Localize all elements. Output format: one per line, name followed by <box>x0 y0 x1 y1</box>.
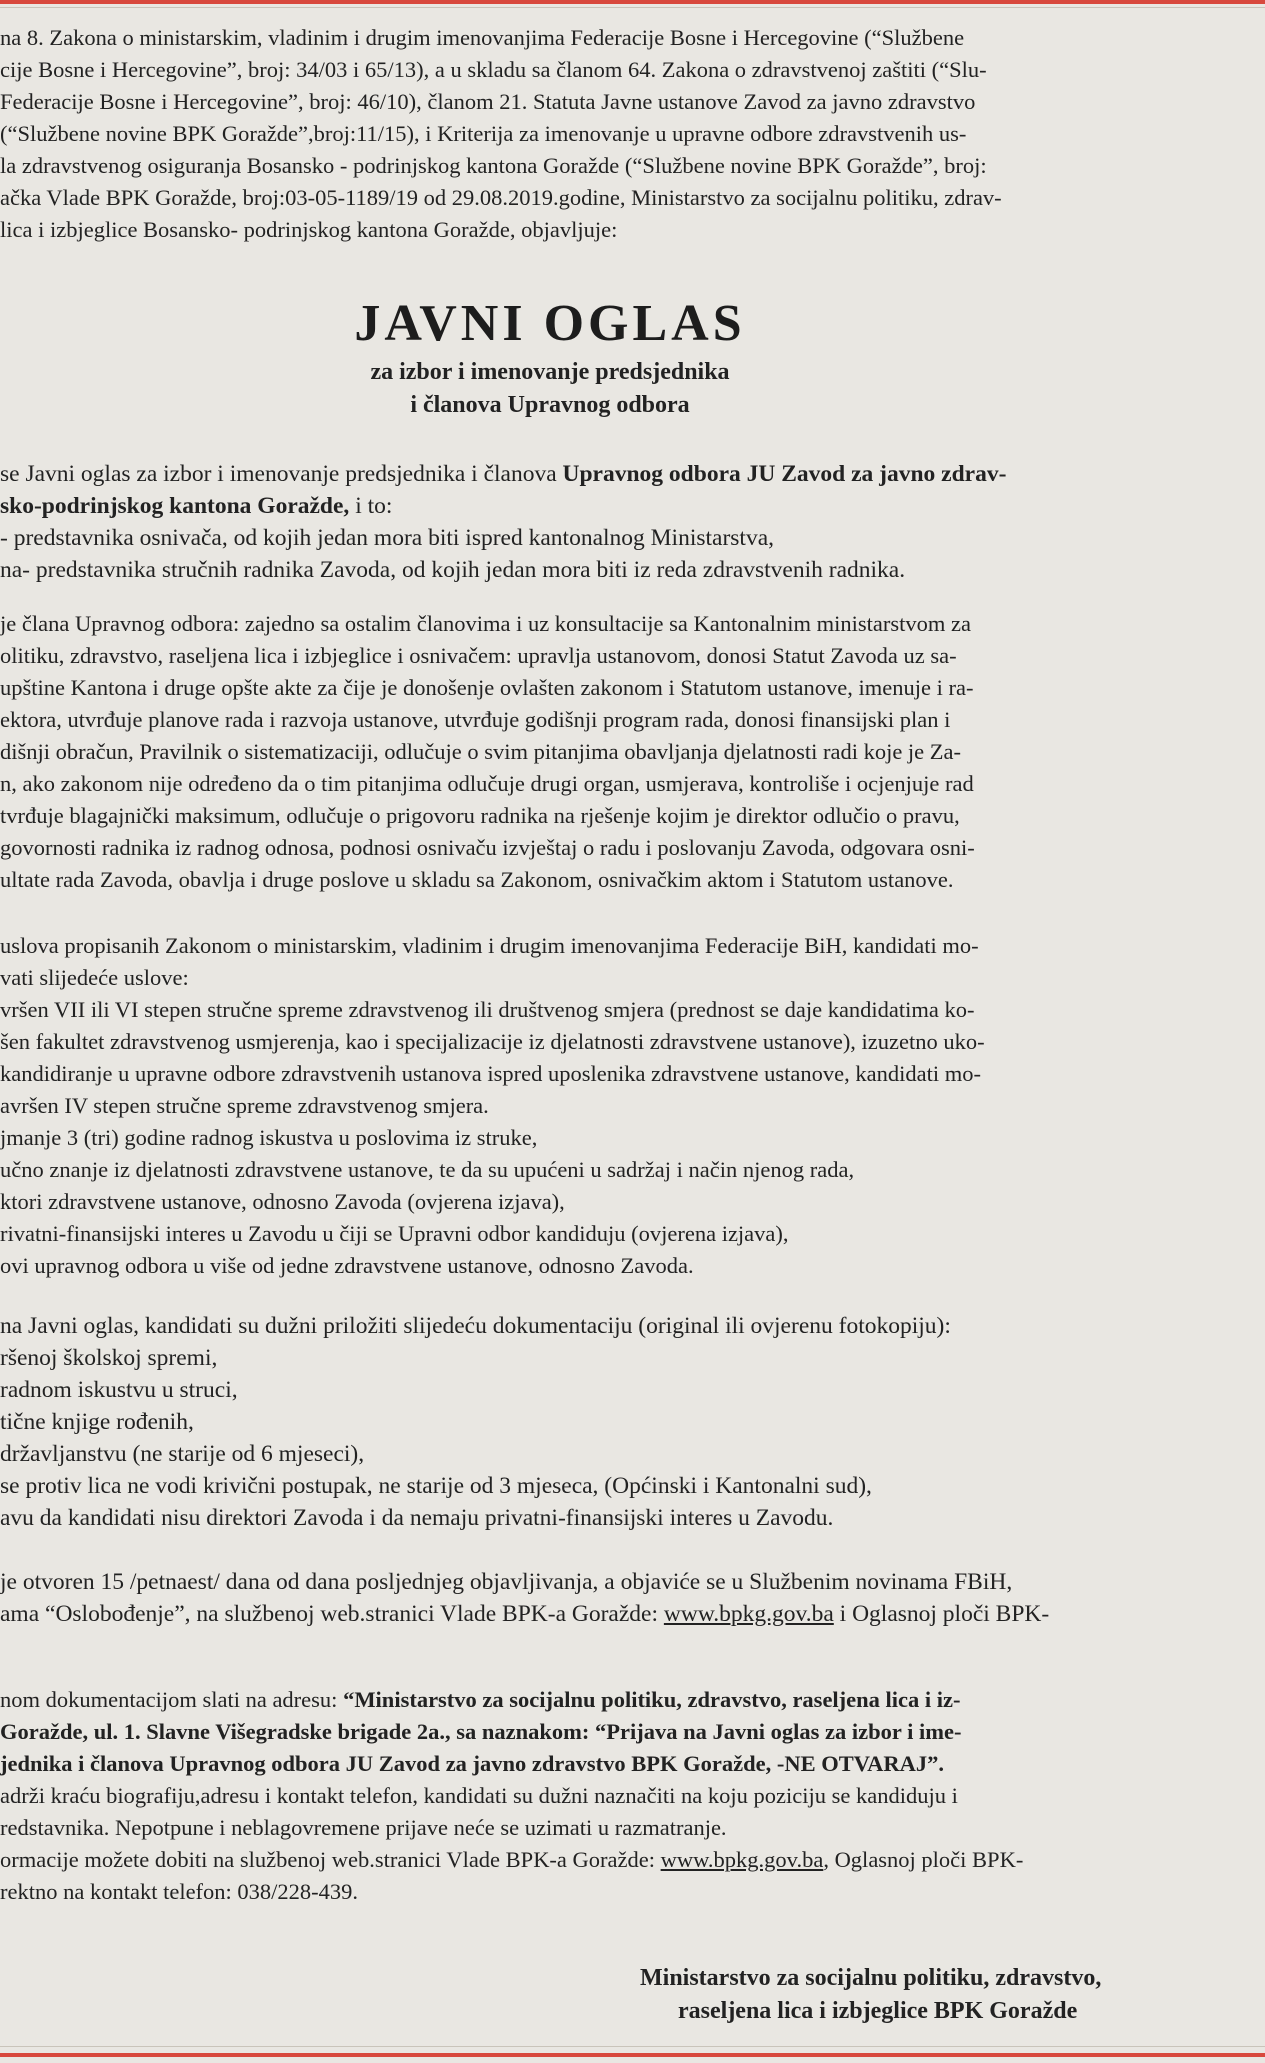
conditions-line: vršen VII ili VI stepen stručne spreme zdravstvenog ili društvenog smjera (prednost se daje kandidatima ko- <box>0 997 975 1022</box>
submission-line: adrži kraću biografiju,adresu i kontakt telefon, kandidati su dužni naznačiti na koju poziciju se kandiduju i <box>0 1783 958 1808</box>
top-red-rule <box>0 0 1265 4</box>
conditions-line: učno znanje iz djelatnosti zdravstvene ustanove, te da su upućeni u sadržaj i način njenog rada, <box>0 1157 855 1182</box>
conditions-line: ktori zdravstvene ustanove, odnosno Zavoda (ovjerena izjava), <box>0 1189 565 1214</box>
duties-line: ektora, utvrđuje planove rada i razvoja ustanove, utvrđuje godišnji program rada, donosi finansijski plan i <box>0 707 951 732</box>
conditions-line: jmanje 3 (tri) godine radnog iskustva u poslovima iz struke, <box>0 1125 538 1150</box>
conditions-line: uslova propisanih Zakonom o ministarskim, vladinim i drugim imenovanjima Federacije BiH, kandidati mo- <box>0 933 979 958</box>
section-line <box>0 458 1265 490</box>
duties-line: je člana Upravnog odbora: zajedno sa ostalim članovima i uz konsultacije sa Kantonalnim ministarstvom za <box>0 611 971 636</box>
signature-line: raseljena lica i izbjeglice BPK Goražde <box>678 1998 1078 2024</box>
conditions-line: kandidiranje u upravne odbore zdravstvenih ustanova ispred uposlenika zdravstvene ustanove, kandidati mo- <box>0 1061 981 1086</box>
conditions-line: ovi upravnog odbora u više od jedne zdravstvene ustanove, odnosno Zavoda. <box>0 1253 694 1278</box>
section-line: - predstavnika osnivača, od kojih jedan mora biti ispred kantonalnog Ministarstva, <box>0 525 775 551</box>
document-subtitle-line: za izbor i imenovanje predsjednika <box>370 359 730 385</box>
document-title: JAVNI OGLAS <box>354 295 746 352</box>
website-link[interactable]: www.bpkg.gov.ba <box>663 1601 834 1627</box>
submission-line <box>0 1844 1265 1876</box>
duties-line: govornosti radnika iz radnog odnosa, podnosi osnivaču izvještaj o radu i poslovanju Zavoda, odgovara osni- <box>0 835 975 860</box>
duties-line: olitiku, zdravstvo, raseljena lica i izbjeglice i osnivačem: upravlja ustanovom, donosi Statut Zavoda uz sa- <box>0 643 957 668</box>
top-divider <box>0 7 1265 8</box>
documents-line: na Javni oglas, kandidati su dužni priložiti slijedeću dokumentaciju (original ili ovjerenu fotokopiju): <box>0 1313 951 1339</box>
documents-line: avu da kandidati nisu direktori Zavoda i da nemaju privatni-finansijski interes u Zavodu. <box>0 1505 834 1531</box>
submission-line: jednika i članova Upravnog odbora JU Zavod za javno zdravstvo BPK Goražde, -NE OTVARAJ”. <box>0 1751 945 1776</box>
documents-line: radnom iskustvu u struci, <box>0 1377 238 1403</box>
submission-line <box>0 1684 1265 1716</box>
documents-line: ršenoj školskoj spremi, <box>0 1345 218 1371</box>
deadline-line <box>0 1598 1265 1630</box>
bottom-divider <box>0 2046 1265 2047</box>
section-text: se Javni oglas za izbor i imenovanje predsjednika i članova <box>0 461 563 487</box>
submission-text: nom dokumentacijom slati na adresu: <box>0 1687 344 1712</box>
section-bold-text: sko-podrinjskog kantona Goražde, <box>0 493 350 519</box>
bottom-red-rule <box>0 2053 1265 2057</box>
duties-line: n, ako zakonom nije određeno da o tim pitanjima odlučuje drugi organ, usmjerava, kontroliše i ocjenjuje rad <box>0 771 974 796</box>
intro-line: na 8. Zakona o ministarskim, vladinim i drugim imenovanjima Federacije Bosne i Hercegovine (“Službene <box>0 25 965 50</box>
section-line <box>0 490 1265 522</box>
deadline-line: je otvoren 15 /petnaest/ dana od dana posljednjeg objavljivanja, a objaviće se u Službenim novinama FBiH, <box>0 1569 1013 1595</box>
intro-line: ačka Vlade BPK Goražde, broj:03-05-1189/19 od 29.08.2019.godine, Ministarstvo za socijalnu politiku, zdrav- <box>0 185 1002 210</box>
website-link[interactable]: www.bpkg.gov.ba <box>660 1847 824 1872</box>
deadline-text: i Oglasnoj ploči BPK- <box>833 1601 1050 1627</box>
intro-line: lica i izbjeglice Bosansko- podrinjskog kantona Goražde, objavljuje: <box>0 217 618 242</box>
conditions-line: šen fakultet zdravstvenog usmjerenja, kao i specijalizacije iz djelatnosti zdravstvene ustanove), izuzetno uko- <box>0 1029 985 1054</box>
submission-bold-text: “Ministarstvo za socijalnu politiku, zdravstvo, raseljena lica i iz- <box>343 1687 961 1712</box>
intro-line: cije Bosne i Hercegovine”, broj: 34/03 i 65/13), a u skladu sa članom 64. Zakona o zdravstvenoj zaštiti (“Slu- <box>0 57 987 82</box>
deadline-text: ama “Oslobođenje”, na službenoj web.stranici Vlade BPK-a Goražde: <box>0 1601 664 1627</box>
conditions-line: avršen IV stepen stručne spreme zdravstvenog smjera. <box>0 1093 489 1118</box>
documents-line: tične knjige rođenih, <box>0 1409 194 1435</box>
documents-line: se protiv lica ne vodi krivični postupak, ne starije od 3 mjeseca, (Općinski i Kantonalni sud), <box>0 1473 872 1499</box>
conditions-line: vati slijedeće uslove: <box>0 965 189 990</box>
section-text: i to: <box>349 493 393 519</box>
submission-text: ormacije možete dobiti na službenoj web.stranici Vlade BPK-a Goražde: <box>0 1847 661 1872</box>
submission-line: Goražde, ul. 1. Slavne Višegradske brigade 2a., sa naznakom: “Prijava na Javni oglas za izbor i ime- <box>0 1719 962 1744</box>
submission-line: redstavnika. Nepotpune i neblagovremene prijave neće se uzimati u razmatranje. <box>0 1815 727 1840</box>
document-subtitle-line: i članova Upravnog odbora <box>410 392 690 418</box>
intro-line: (“Službene novine BPK Goražde”,broj:11/15), i Kriterija za imenovanje u upravne odbore zdravstvenih us- <box>0 121 967 146</box>
intro-line: la zdravstvenog osiguranja Bosansko - podrinjskog kantona Goražde (“Službene novine BPK Goražde”, broj: <box>0 153 987 178</box>
signature-line: Ministarstvo za socijalnu politiku, zdravstvo, <box>640 1965 1102 1991</box>
intro-line: Federacije Bosne i Hercegovine”, broj: 46/10), članom 21. Statuta Javne ustanove Zavod za javno zdravstvo <box>0 89 976 114</box>
submission-line: rektno na kontakt telefon: 038/228-439. <box>0 1879 359 1904</box>
duties-line: tvrđuje blagajnički maksimum, odlučuje o prigovoru radnika na rješenje kojim je direktor odlučio o pravu, <box>0 803 960 828</box>
submission-text: , Oglasnoj ploči BPK- <box>823 1847 1024 1872</box>
duties-line: dišnji obračun, Pravilnik o sistematizaciji, odlučuje o svim pitanjima obavljanja djelatnosti radi koje je Za- <box>0 739 962 764</box>
documents-line: državljanstvu (ne starije od 6 mjeseci), <box>0 1441 365 1467</box>
duties-line: upštine Kantona i druge opšte akte za čije je donošenje ovlašten zakonom i Statutom ustanove, imenuje i ra- <box>0 675 974 700</box>
duties-line: ultate rada Zavoda, obavlja i druge poslove u skladu sa Zakonom, osnivačkim aktom i Statutom ustanove. <box>0 867 954 892</box>
conditions-line: rivatni-finansijski interes u Zavodu u čiji se Upravni odbor kandiduju (ovjerena izjava), <box>0 1221 789 1246</box>
section-line: na- predstavnika stručnih radnika Zavoda, od kojih jedan mora biti iz reda zdravstvenih radnika. <box>0 557 906 583</box>
section-bold-text: Upravnog odbora JU Zavod za javno zdrav- <box>562 461 1007 487</box>
